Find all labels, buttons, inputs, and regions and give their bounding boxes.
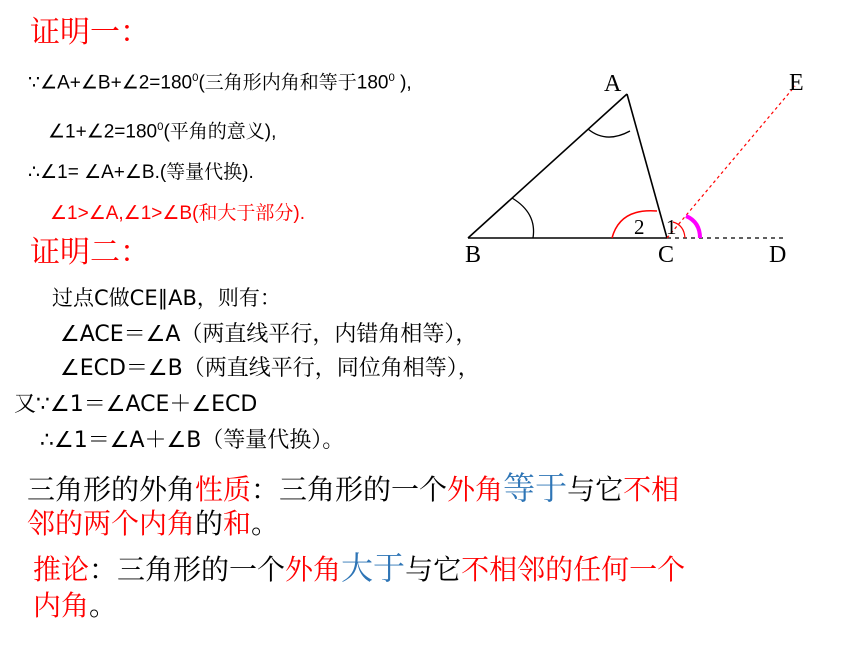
corollary-part-5: 与它 <box>405 553 462 586</box>
corollary-interior-angle: 内角 <box>33 589 90 622</box>
property-part-6: 与它 <box>567 473 624 506</box>
property-keyword: 性质 <box>195 473 252 506</box>
property-part-9: 的 <box>195 507 224 540</box>
degree-sup-3: 0 <box>157 121 164 133</box>
corollary-any-nonadjacent: 不相邻的任何一个 <box>461 553 686 586</box>
angle-A-arc <box>588 129 630 137</box>
corollary-exterior-angle: 外角 <box>285 553 342 586</box>
ray-CE <box>667 86 795 238</box>
label-A: A <box>604 71 622 97</box>
proof1-line3: ∴∠1= ∠A+∠B.(等量代换). <box>28 162 254 183</box>
proof1-title: 证明一： <box>30 15 150 50</box>
proof1-line1-c: ), <box>394 72 412 94</box>
label-D: D <box>769 242 787 268</box>
corollary-line1 <box>33 550 685 587</box>
property-part-1: 三角形的外角 <box>27 473 196 506</box>
corollary-greater-than: 大于 <box>341 549 406 587</box>
proof2-line4: 又∵∠1＝∠ACE＋∠ECD <box>14 392 258 417</box>
property-line2 <box>27 508 279 540</box>
label-E: E <box>789 70 804 96</box>
corollary-keyword: 推论 <box>33 553 90 586</box>
proof1-line2-b: (平角的意义), <box>163 121 277 143</box>
label-B: B <box>465 242 482 268</box>
corollary-part-2: ：三角形的一个 <box>89 553 286 586</box>
proof2-line3: ∠ECD＝∠B（两直线平行，同位角相等）， <box>60 356 480 381</box>
property-nonadjacent-2: 邻的两个内角 <box>27 507 196 540</box>
property-nonadjacent-1: 不相 <box>623 473 680 506</box>
proof1-line1-a: ∵∠A+∠B+∠2=180 <box>28 72 193 94</box>
angle-1-arc <box>686 216 700 238</box>
property-part-3: ：三角形的一个 <box>251 473 448 506</box>
property-equals: 等于 <box>503 469 568 507</box>
proof2-title: 证明二： <box>30 235 150 270</box>
property-part-11: 。 <box>251 507 280 540</box>
label-C: C <box>658 242 675 268</box>
proof2-line1: 过点C做CE∥AB，则有： <box>52 286 281 310</box>
corollary-line2 <box>33 590 117 622</box>
proof2-line2: ∠ACE＝∠A（两直线平行，内错角相等）， <box>60 322 478 347</box>
side-AC <box>627 94 667 238</box>
degree-sup-1: 0 <box>192 72 199 84</box>
property-sum: 和 <box>223 507 252 540</box>
property-line1 <box>27 470 679 507</box>
corollary-part-8: 。 <box>89 589 118 622</box>
label-angle-1: 1 <box>666 215 677 239</box>
proof1-line2-a: ∠1+∠2=180 <box>48 121 158 143</box>
side-AB <box>468 94 627 238</box>
proof1-line4: ∠1>∠A,∠1>∠B(和大于部分). <box>50 203 306 224</box>
degree-sup-2: 0 <box>388 72 395 84</box>
angle-B-arc <box>512 198 534 238</box>
proof1-line1-b: (三角形内角和等于180 <box>198 72 389 94</box>
property-exterior-angle: 外角 <box>447 473 504 506</box>
label-angle-2: 2 <box>634 215 645 239</box>
proof2-line5: ∴∠1＝∠A＋∠B（等量代换）。 <box>40 428 345 453</box>
